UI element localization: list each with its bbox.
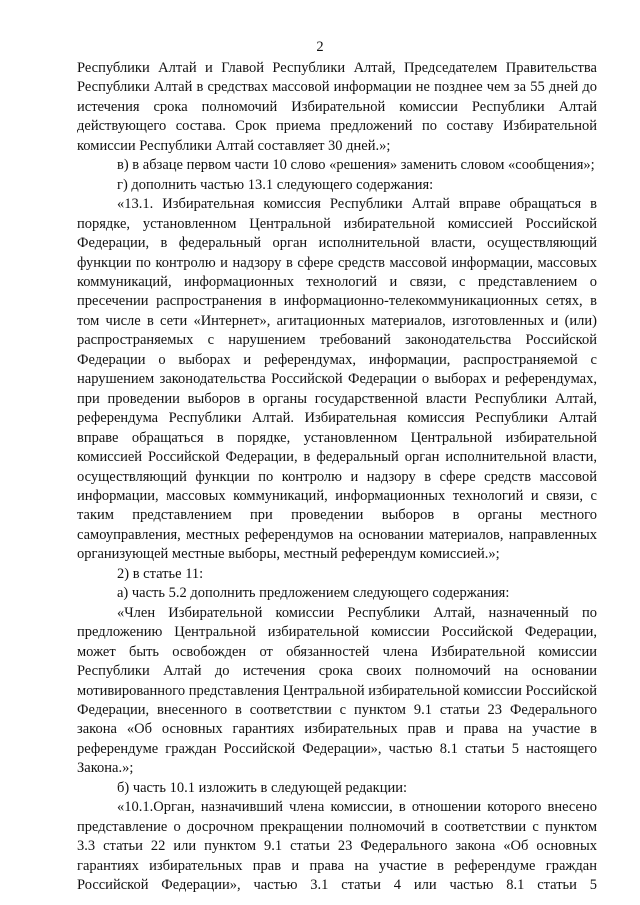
- paragraph-item-b: б) часть 10.1 изложить в следующей редакции:: [117, 779, 408, 796]
- paragraph-item-g: г) дополнить частью 13.1 следующего содержания:: [117, 176, 434, 193]
- paragraph-item-v: в) в абзаце первом части 10 слово «решения» заменить словом «сообщения»;: [117, 157, 595, 174]
- paragraph-part-13-1: «13.1. Избирательная комиссия Республики Алтай вправе обращаться в порядке, установленном Центральной избирательной комиссией Российской Федерации, в федеральный орган исполнительной власти, осуществляющий функции по контролю и надзору в сфере средств массовой информации, массовых коммуникаций, информационных технологий и связи, с представлением о пресечении распространения в информационно-телекоммуникационных сетях, в том числе в сети «Интернет», агитационных материалов, изготовленных и (или) распространяемых с нарушением требований законодательства Российской Федерации о выборах и референдумах, информации, распространяемой с нарушением законодательства Российской Федерации о выборах и референдумах, при проведении выборов в органы государственной власти Республики Алтай, референдума Республики Алтай. Избирательная комиссия Республики Алтай вправе обращаться в порядке, установленном Центральной избирательной комиссией Российской Федерации, в федеральный орган исполнительной власти, осуществляющий функции по контролю и надзору в сфере средств массовой информации, массовых коммуникаций, информационных технологий и связи, с таким представлением при проведении выборов в органы местного самоуправления, местных референдумов на основании материалов, направленных организующей местные выборы, местный референдум комиссией.»;: [77, 196, 597, 563]
- paragraph-quote-member: «Член Избирательной комиссии Республики Алтай, назначенный по предложению Центральной избирательной комиссии Российской Федерации, может быть освобожден от обязанностей члена Избирательной комиссии Республики Алтай до истечения срока своих полномочий на основании мотивированного представления Центральной избирательной комиссии Российской Федерации, внесенного в соответствии с пунктом 9.1 статьи 23 Федерального закона «Об основных гарантиях избирательных прав и права на участие в референдуме граждан Российской Федерации», частью 8.1 статьи 5 настоящего Закона.»;: [77, 604, 597, 777]
- page-number: 2: [316, 39, 324, 55]
- paragraph-item-2: 2) в статье 11:: [117, 565, 204, 582]
- paragraph-item-a: а) часть 5.2 дополнить предложением следующего содержания:: [117, 585, 510, 602]
- paragraph-continuation: Республики Алтай и Главой Республики Алтай, Председателем Правительства Республики Алтай в средствах массовой информации не позднее чем за 55 дней до истечения срока полномочий Избирательной комиссии Республики Алтай действующего состава. Срок приема предложений по составу Избирательной комиссии Республики Алтай составляет 30 дней.»;: [77, 60, 597, 154]
- document-body: [77, 59, 597, 895]
- paragraph-part-10-1: «10.1.Орган, назначивший члена комиссии, в отношении которого внесено представление о досрочном прекращении полномочий в соответствии с пунктом 3.3 статьи 22 или пунктом 9.1 статьи 23 Федерального закона «Об основных гарантиях избирательных прав и права на участие в референдуме граждан Российской Федерации», частью 3.1 статьи 4 или частью 8.1 статьи 5: [77, 799, 597, 894]
